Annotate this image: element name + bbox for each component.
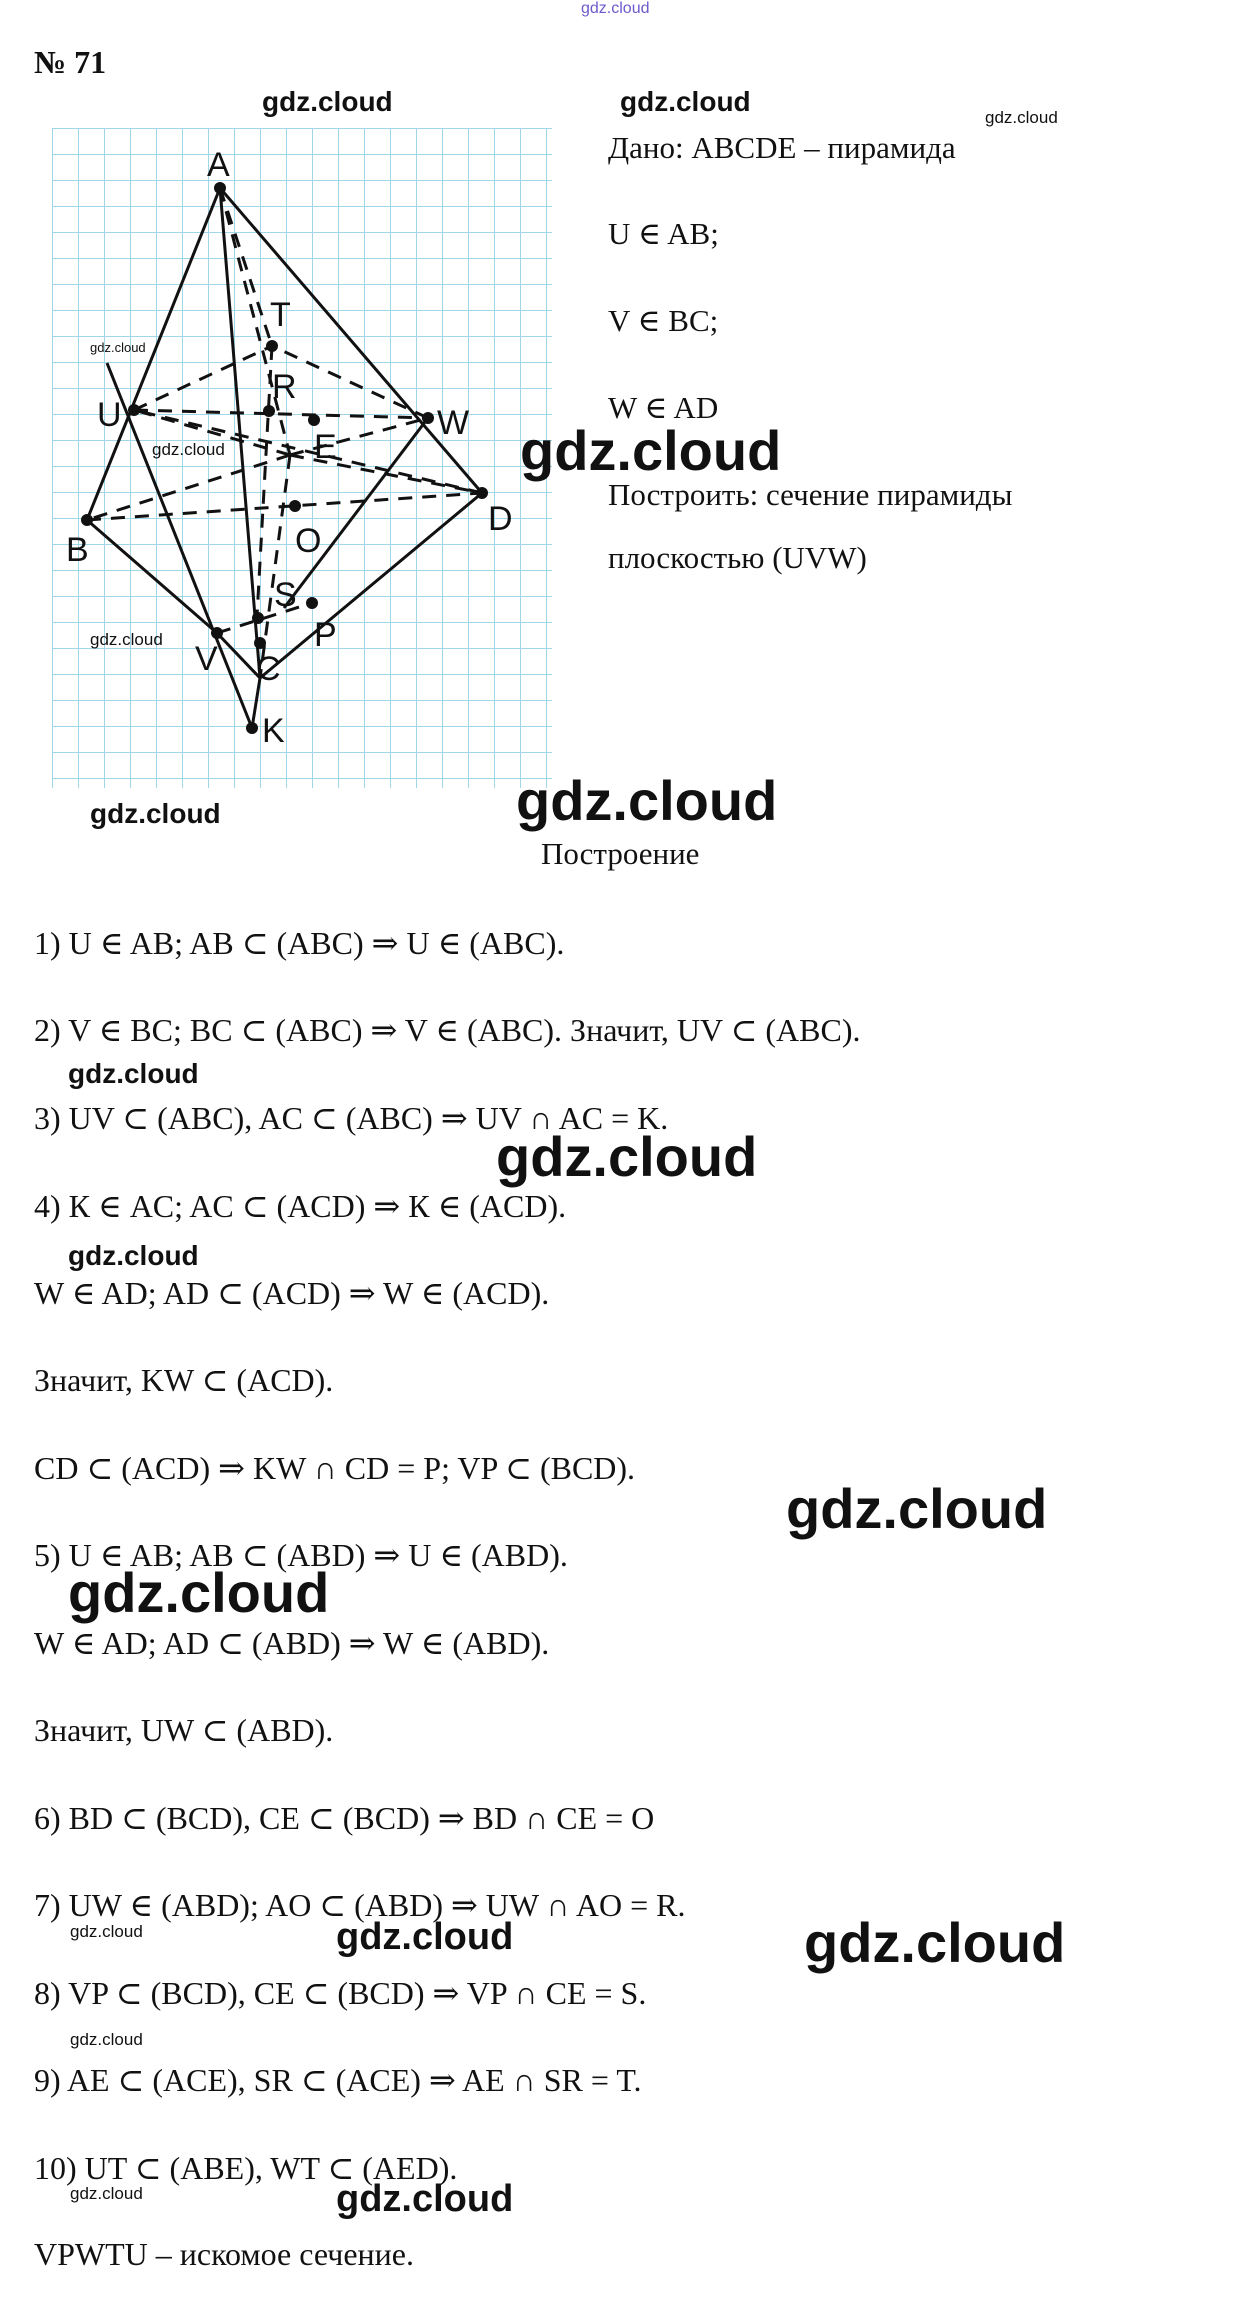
step-line: VPWTU – искомое сечение. bbox=[34, 2236, 414, 2272]
watermark: gdz.cloud bbox=[70, 1922, 143, 1941]
watermark: gdz.cloud bbox=[68, 1058, 199, 1089]
label-w: W bbox=[437, 404, 470, 442]
label-c: C bbox=[256, 650, 281, 688]
step-line: 9) AE ⊂ (ACE), SR ⊂ (ACE) ⇒ AE ∩ SR = T. bbox=[34, 2062, 642, 2098]
given-line: Построить: сечение пирамиды bbox=[608, 477, 1013, 512]
step-line: 6) BD ⊂ (BCD), CE ⊂ (BCD) ⇒ BD ∩ CE = O bbox=[34, 1800, 655, 1836]
step-line: 7) UW ∈ (ABD); AO ⊂ (ABD) ⇒ UW ∩ AO = R. bbox=[34, 1887, 686, 1923]
watermark: gdz.cloud bbox=[90, 798, 221, 829]
step-line: CD ⊂ (ACD) ⇒ KW ∩ CD = P; VP ⊂ (BCD). bbox=[34, 1450, 636, 1486]
watermark: gdz.cloud bbox=[336, 1916, 514, 1958]
watermark: gdz.cloud bbox=[516, 769, 778, 832]
step-line: 4) К ∈ AC; AC ⊂ (ACD) ⇒ К ∈ (ACD). bbox=[34, 1188, 567, 1224]
construction-title: Построение bbox=[541, 836, 700, 871]
watermark: gdz.cloud bbox=[152, 440, 225, 459]
label-o: O bbox=[295, 522, 322, 560]
given-line: плоскостью (UVW) bbox=[608, 540, 867, 575]
watermark: gdz.cloud bbox=[985, 108, 1058, 127]
step-line: Значит, KW ⊂ (ACD). bbox=[34, 1362, 334, 1398]
step-line: 3) UV ⊂ (ABC), AC ⊂ (ABC) ⇒ UV ∩ AC = K. bbox=[34, 1100, 669, 1136]
label-e: E bbox=[314, 428, 337, 466]
pyramid-figure bbox=[52, 128, 552, 808]
step-line: 8) VP ⊂ (BCD), CE ⊂ (BCD) ⇒ VP ∩ CE = S. bbox=[34, 1975, 647, 2011]
problem-number: № 71 bbox=[34, 44, 107, 80]
label-s: S bbox=[274, 576, 297, 614]
label-k: K bbox=[262, 712, 285, 750]
watermark: gdz.cloud bbox=[786, 1477, 1048, 1540]
label-a: A bbox=[207, 146, 230, 184]
label-v: V bbox=[195, 640, 218, 678]
step-line: 5) U ∈ AB; AB ⊂ (ABD) ⇒ U ∈ (ABD). bbox=[34, 1537, 568, 1573]
label-u: U bbox=[97, 396, 122, 434]
label-d: D bbox=[488, 500, 513, 538]
step-line: W ∈ AD; AD ⊂ (ACD) ⇒ W ∈ (ACD). bbox=[34, 1275, 550, 1311]
step-line: W ∈ AD; AD ⊂ (ABD) ⇒ W ∈ (ABD). bbox=[34, 1625, 550, 1661]
watermark: gdz.cloud bbox=[70, 2184, 143, 2203]
watermark: gdz.cloud bbox=[90, 630, 163, 649]
given-line: Дано: ABCDE – пирамида bbox=[608, 130, 956, 165]
watermark: gdz.cloud bbox=[70, 2030, 143, 2049]
step-line: 10) UT ⊂ (ABE), WT ⊂ (AED). bbox=[34, 2150, 458, 2186]
watermark: gdz.cloud bbox=[336, 2178, 514, 2220]
watermark: gdz.cloud bbox=[804, 1911, 1066, 1974]
watermark: gdz.cloud bbox=[68, 1240, 199, 1271]
watermark: gdz.cloud bbox=[68, 1561, 330, 1624]
given-line: V ∈ BC; bbox=[608, 303, 719, 338]
step-line: 2) V ∈ BC; BC ⊂ (ABC) ⇒ V ∈ (ABC). Значит, UV ⊂ (ABC). bbox=[34, 1012, 861, 1048]
step-line: 1) U ∈ AB; AB ⊂ (ABC) ⇒ U ∈ (ABC). bbox=[34, 925, 565, 961]
label-b: B bbox=[66, 531, 89, 569]
watermark: gdz.cloud bbox=[620, 86, 751, 117]
label-p: P bbox=[314, 616, 337, 654]
step-line: Значит, UW ⊂ (ABD). bbox=[34, 1712, 334, 1748]
label-r: R bbox=[272, 368, 297, 406]
watermark: gdz.cloud bbox=[262, 86, 393, 117]
watermark: gdz.cloud bbox=[90, 340, 146, 355]
given-line: U ∈ AB; bbox=[608, 216, 719, 251]
given-line: W ∈ AD bbox=[608, 390, 719, 425]
label-t: T bbox=[270, 296, 291, 334]
watermark: gdz.cloud bbox=[496, 1125, 758, 1188]
watermark: gdz.cloud bbox=[520, 419, 782, 482]
watermark-top: gdz.cloud bbox=[581, 0, 650, 17]
